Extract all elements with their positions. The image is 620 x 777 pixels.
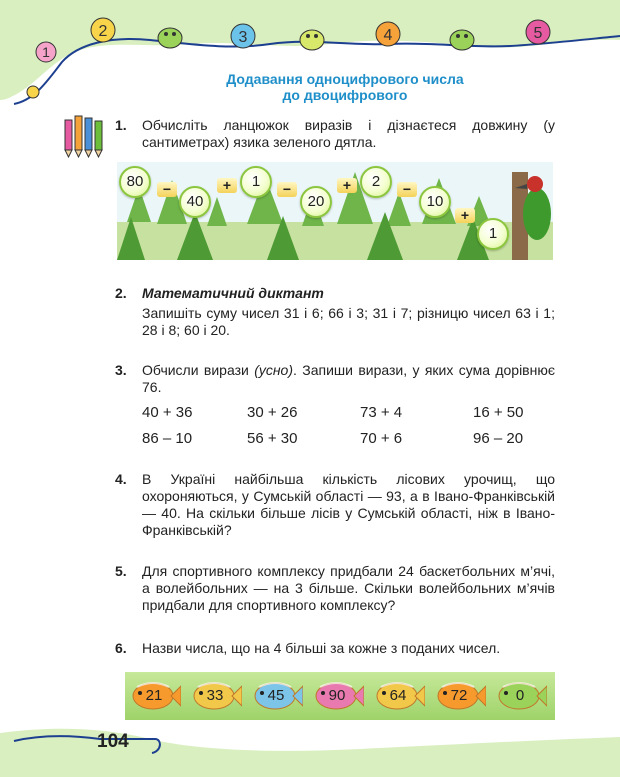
expression-row [142, 404, 542, 430]
task-3 [115, 362, 555, 396]
fish-label: 21 [145, 687, 163, 704]
task-text: В Україні найбільша кількість лісових урочищ, що охороняються, у Сумській області — 93, а в Івано-Франківській — 40. На скільки більше лісів у Сумській області, ніж в Івано-Франківській? [142, 471, 555, 538]
mascot-frog-1 [158, 28, 182, 48]
task-number: 3. [115, 362, 127, 378]
fish-label: 45 [267, 687, 285, 704]
fish-label: 0 [515, 687, 525, 704]
page-title [0, 71, 620, 103]
chain-operator: − [397, 182, 417, 197]
mascot-digit-2 [91, 18, 115, 42]
task-number: 1. [115, 117, 127, 133]
chain-operator: − [277, 182, 297, 197]
svg-text:5: 5 [533, 25, 543, 42]
fish-label: 33 [206, 687, 224, 704]
chain-number: 40 [179, 186, 211, 218]
chain-number: 2 [360, 166, 392, 198]
task-number: 6. [115, 640, 127, 656]
chain-operator: + [217, 178, 237, 193]
expression-row [142, 430, 542, 456]
page-title-line1: Додавання одноцифрового числа [226, 71, 464, 87]
expression: 70 + 6 [360, 430, 403, 447]
chain-number: 1 [240, 166, 272, 198]
page-number: 104 [97, 731, 129, 752]
expression: 30 + 26 [247, 404, 298, 421]
chain-number: 80 [119, 166, 151, 198]
chain-number: 10 [419, 186, 451, 218]
task-text: Обчисліть ланцюжок виразів і дізнаєтеся довжину (у сантиметрах) язика зеленого дятла. [142, 117, 555, 150]
expression: 16 + 50 [473, 404, 524, 421]
task-title: Математичний диктант [142, 285, 324, 301]
fish-label: 72 [450, 687, 468, 704]
expression-chain [117, 162, 553, 260]
svg-text:4: 4 [383, 27, 393, 44]
svg-text:1: 1 [42, 44, 50, 60]
task-text: Для спортивного комплексу придбали 24 баскетбольних м’ячі, а волейбольних — на 3 більше. Скільки волейбольних м’ячів придбали для спортивного комплексу? [142, 563, 555, 613]
mascot-digit-5 [526, 20, 550, 44]
chain-number: 20 [300, 186, 332, 218]
chain-operator: + [337, 178, 357, 193]
chain-number: 1 [477, 218, 509, 250]
expression: 56 + 30 [247, 430, 298, 447]
task-text: Обчисли вирази (усно). Запиши вирази, у яких сума дорівнює 76. [142, 362, 555, 395]
svg-text:3: 3 [238, 29, 248, 46]
task-text: Назви числа, що на 4 більші за кожне з поданих чисел. [142, 640, 501, 656]
expression-grid [142, 404, 542, 456]
footer-decoration [0, 705, 620, 777]
mascot-digit-4 [376, 22, 400, 46]
svg-text:2: 2 [98, 23, 108, 40]
pencils-icon [62, 112, 106, 158]
task-number: 5. [115, 563, 127, 579]
expression: 96 – 20 [473, 430, 524, 447]
chain-operator: + [455, 208, 475, 223]
fish-label: 90 [328, 687, 346, 704]
task-2 [115, 285, 555, 339]
task-5 [115, 563, 555, 614]
mascot-digit-3 [231, 24, 255, 48]
expression: 73 + 4 [360, 404, 403, 421]
task-number: 2. [115, 285, 127, 301]
page-title-line2: до двоцифрового [282, 87, 408, 103]
task-number: 4. [115, 471, 127, 487]
task-4 [115, 471, 555, 539]
expression: 40 + 36 [142, 404, 193, 421]
task-1 [115, 117, 555, 151]
task-6 [115, 640, 555, 657]
mascot-digit-1 [36, 42, 56, 62]
mascot-frog-2 [300, 30, 324, 50]
task-text: Запишіть суму чисел 31 і 6; 66 і 3; 31 і 7; різницю чисел 63 і 1; 28 і 8; 60 і 20. [142, 305, 555, 338]
chain-operator: − [157, 182, 177, 197]
mascot-frog-3 [450, 30, 474, 50]
expression: 86 – 10 [142, 430, 193, 447]
fish-label: 64 [389, 687, 407, 704]
